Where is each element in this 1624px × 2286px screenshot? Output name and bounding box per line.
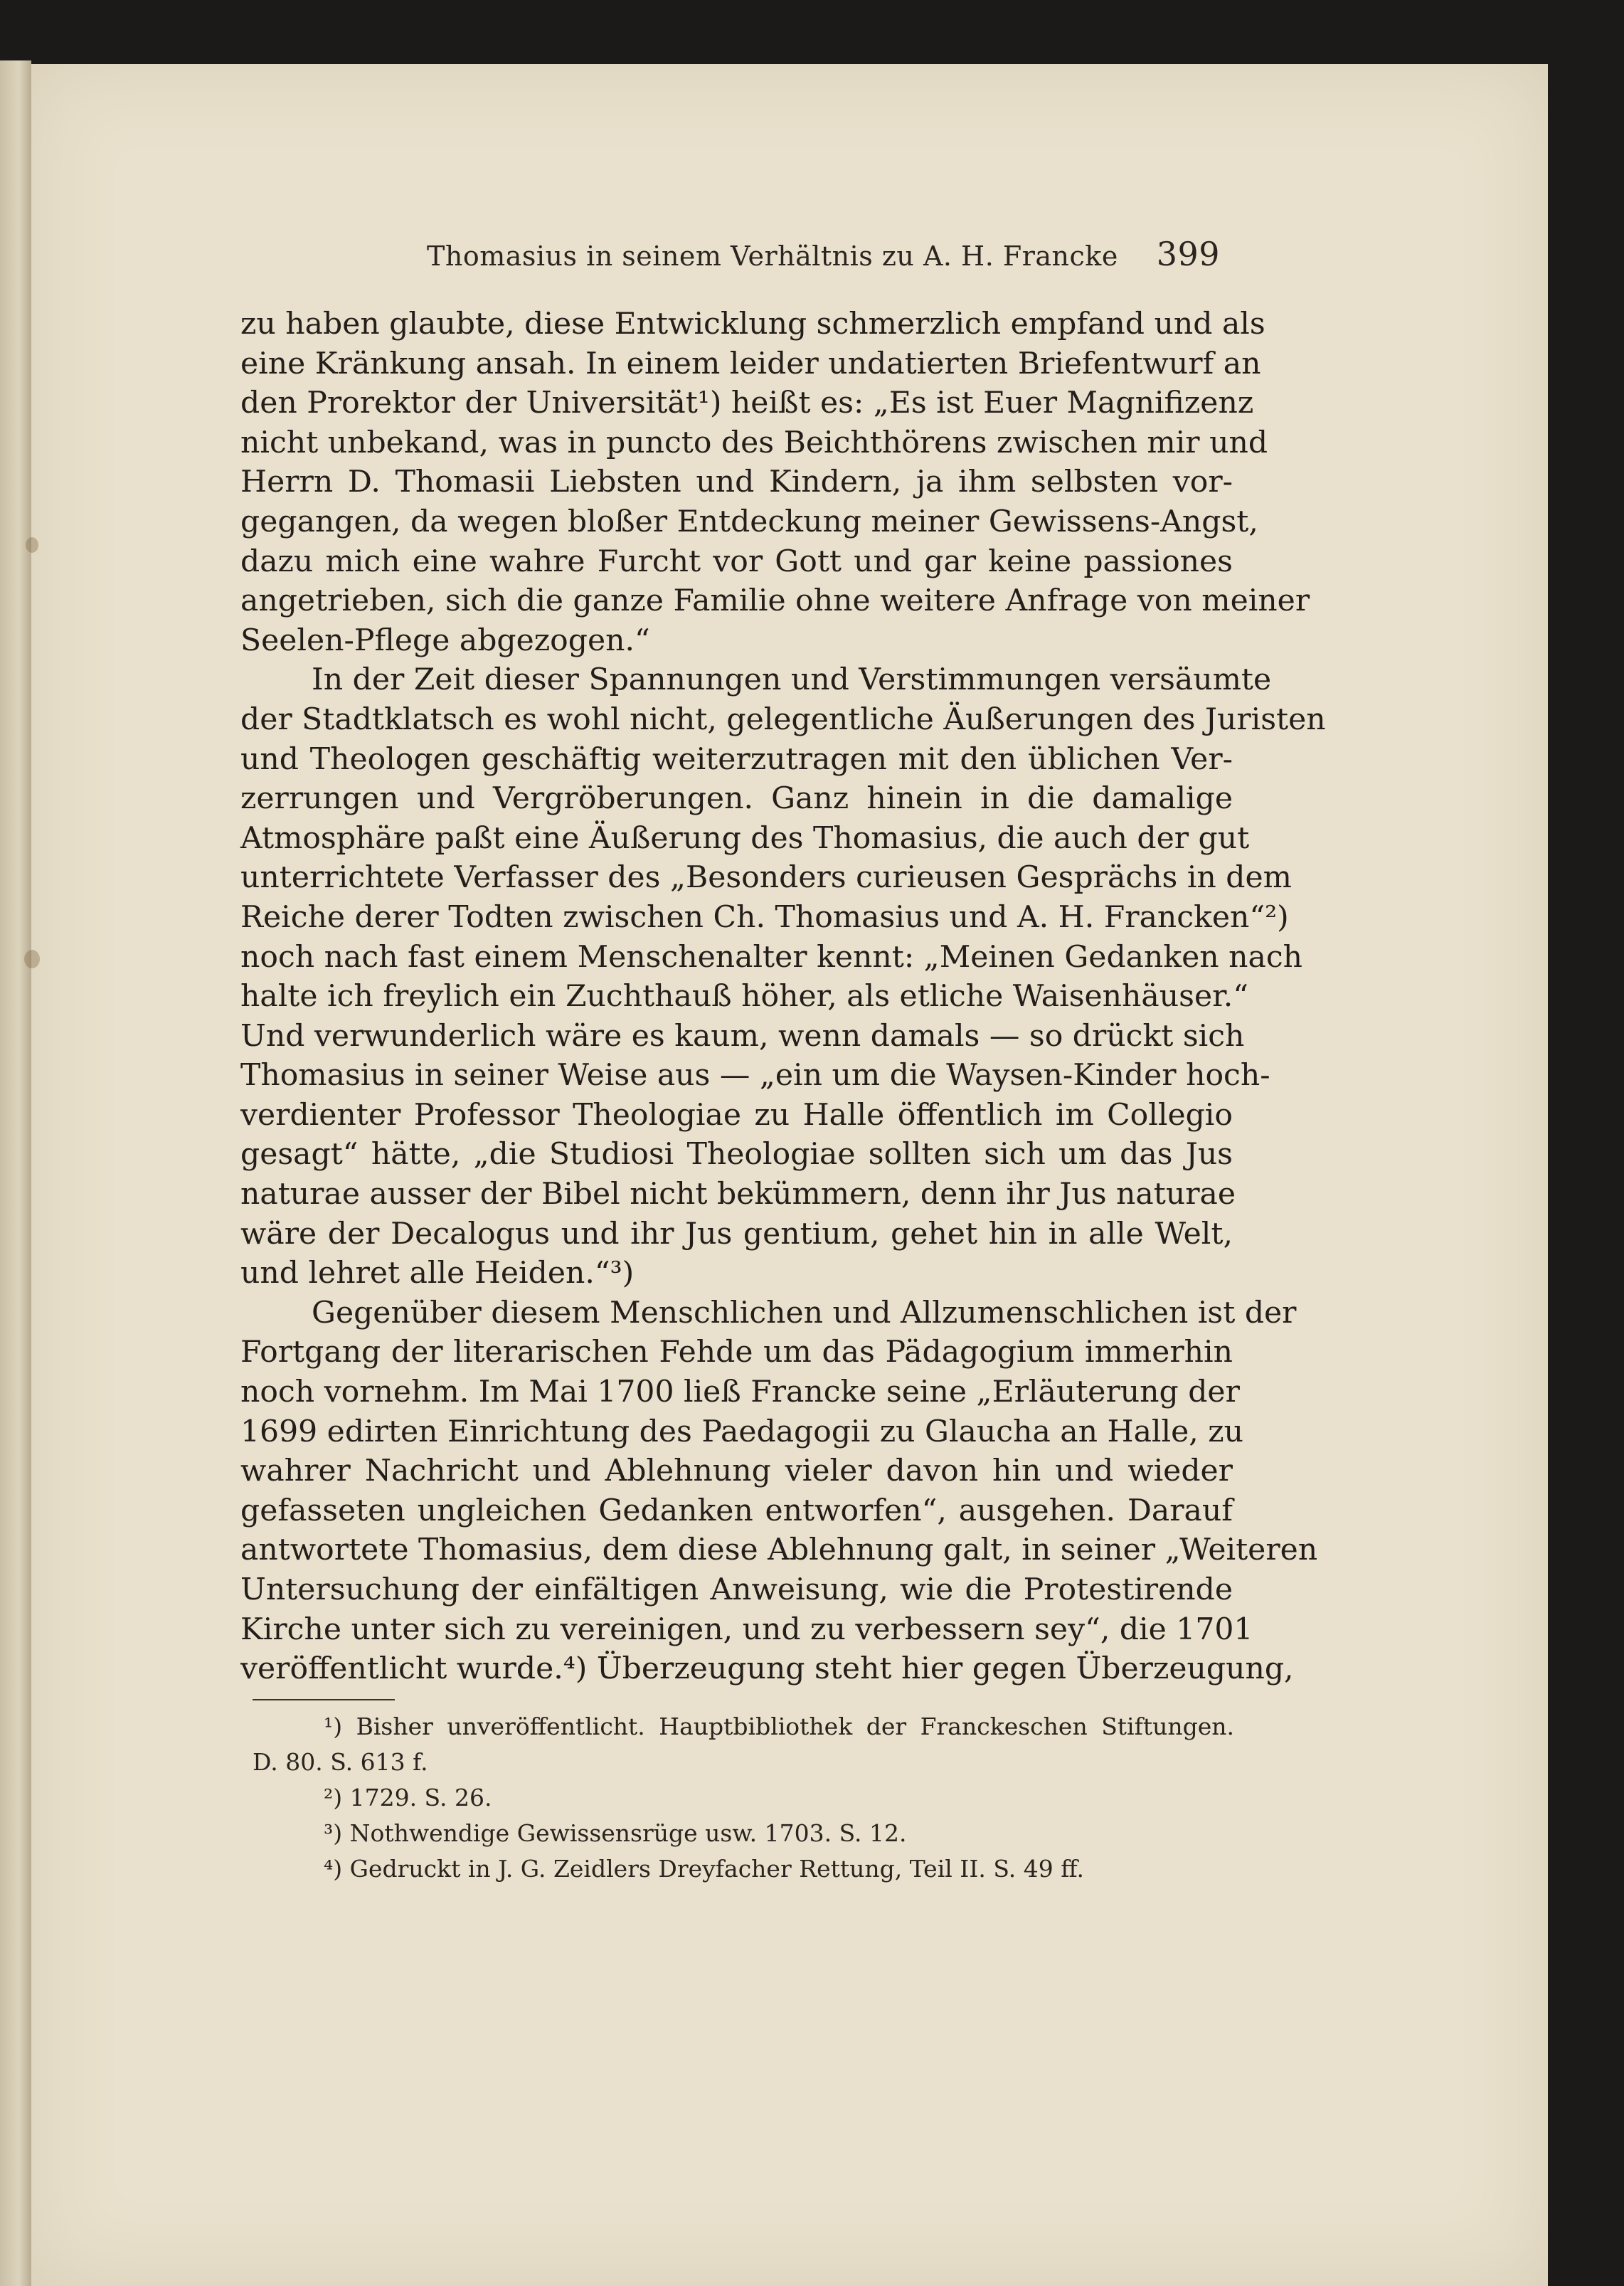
text-line: zu haben glaubte, diese Entwicklung schmerzlich empfand und als [240,307,1265,342]
text-line: angetrieben, sich die ganze Familie ohne weitere Anfrage von meiner [240,583,1310,619]
paper-stain [26,537,38,553]
footnotes [253,1709,1234,1887]
paragraph-first-line: Gegenüber diesem Menschlichen und Allzumenschlichen ist der [312,1295,1297,1330]
text-line: Reiche derer Todten zwischen Ch. Thomasius und A. H. Francken“²) [240,899,1289,935]
text-line: und Theologen geschäftig weiterzutragen mit den üblichen Ver- [240,741,1233,777]
text-line: zerrungen und Vergröberungen. Ganz hinein in die damalige [240,781,1233,817]
text-line: wäre der Decalogus und ihr Jus gentium, gehet hin in alle Welt, [240,1216,1233,1252]
text-line: dazu mich eine wahre Furcht vor Gott und gar keine passiones [240,544,1233,579]
text-line: eine Kränkung ansah. In einem leider undatierten Briefentwurf an [240,346,1261,381]
text-line: Herrn D. Thomasii Liebsten und Kindern, ja ihm selbsten vor- [240,465,1233,500]
text-line: noch vornehm. Im Mai 1700 ließ Francke seine „Erläuterung der [240,1375,1240,1410]
running-title: Thomasius in seinem Verhältnis zu A. H. Francke [427,240,1118,272]
text-line: den Prorektor der Universität¹) heißt es: „Es ist Euer Magnifizenz [240,386,1254,421]
text-line: Und verwunderlich wäre es kaum, wenn damals — so drückt sich [240,1018,1245,1054]
text-line: verdienter Professor Theologiae zu Halle öffentlich im Collegio [240,1097,1233,1133]
text-line: nicht unbekand, was in puncto des Beichthörens zwischen mir und [240,425,1268,460]
footnote: ⁴) Gedruckt in J. G. Zeidlers Dreyfacher Rettung, Teil II. S. 49 ff. [324,1855,1085,1883]
text-line: Untersuchung der einfältigen Anweisung, wie die Protestirende [240,1572,1233,1607]
text-line: veröffentlicht wurde.⁴) Überzeugung steht hier gegen Überzeugung, [240,1651,1294,1687]
text-line: unterrichtete Verfasser des „Besonders curieusen Gesprächs in dem [240,860,1292,896]
text-line: antwortete Thomasius, dem diese Ablehnung galt, in seiner „Weiteren [240,1533,1318,1568]
text-line: Fortgang der literarischen Fehde um das Pädagogium immerhin [240,1335,1233,1370]
text-line: gegangen, da wegen bloßer Entdeckung meiner Gewissens-Angst, [240,504,1258,539]
body-text [240,305,1326,1689]
footnote-rule [253,1699,395,1700]
footnote: ²) 1729. S. 26. [324,1784,492,1811]
text-line: 1699 edirten Einrichtung des Paedagogii zu Glaucha an Halle, zu [240,1414,1244,1449]
text-line: der Stadtklatsch es wohl nicht, gelegentliche Äußerungen des Juristen [240,702,1326,737]
text-line: Atmosphäre paßt eine Äußerung des Thomasius, die auch der gut [240,820,1250,856]
text-line: gefasseten ungleichen Gedanken entworfen“, ausgehen. Darauf [240,1493,1233,1528]
text-line: noch nach fast einem Menschenalter kennt: „Meinen Gedanken nach [240,939,1303,975]
text-line: Kirche unter sich zu vereinigen, und zu verbessern sey“, die 1701 [240,1612,1253,1647]
footnote: ¹) Bisher unveröffentlicht. Hauptbibliothek der Franckeschen Stiftungen. [324,1713,1234,1740]
text-line: naturae ausser der Bibel nicht bekümmern, denn ihr Jus naturae [240,1177,1236,1212]
text-line: Thomasius in seiner Weise aus — „ein um die Waysen-Kinder hoch- [240,1058,1270,1094]
page-number: 399 [1156,235,1220,273]
footnote: ³) Nothwendige Gewissensrüge usw. 1703. S. 12. [324,1819,907,1847]
text-line: gesagt“ hätte, „die Studiosi Theologiae sollten sich um das Jus [240,1137,1233,1173]
text-line: Seelen-Pflege abgezogen.“ [240,623,650,658]
text-line: halte ich freylich ein Zuchthauß höher, als etliche Waisenhäuser.“ [240,979,1248,1015]
text-line: und lehret alle Heiden.“³) [240,1256,635,1291]
paragraph-first-line: In der Zeit dieser Spannungen und Verstimmungen versäumte [312,662,1272,698]
text-line: wahrer Nachricht und Ablehnung vieler davon hin und wieder [240,1454,1233,1489]
paper-stain [24,950,40,968]
previous-page-edge [0,60,31,2286]
footnote-continuation: D. 80. S. 613 f. [253,1748,428,1776]
